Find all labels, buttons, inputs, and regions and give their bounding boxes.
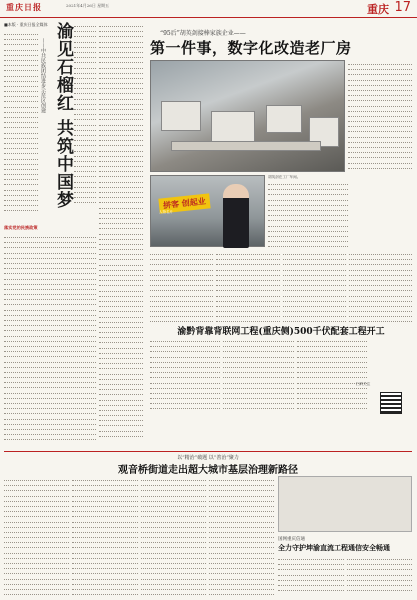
- lower-story-kicker: 以“精治”破题 以“善治”聚力: [177, 455, 239, 461]
- lower-story-title: 观音桥街道走出超大城市基层治理新路径: [118, 465, 298, 476]
- page-number: 17: [394, 0, 411, 15]
- feature-quote-text: [268, 175, 348, 247]
- portrait-photo: [150, 175, 265, 247]
- left-story-side-text: [74, 22, 96, 204]
- feature-badge: 拼客 创起业: [158, 193, 210, 213]
- left-story-subtitle: ——中共民族团结进步示范区创建: [40, 38, 46, 113]
- factory-photo: [150, 60, 345, 172]
- section-divider: [4, 451, 412, 452]
- feature-title: 第一件事，数字化改造老厂房: [150, 39, 352, 57]
- feature-kicker: “95后”胡英剑接棒家族企业——: [160, 30, 246, 37]
- person-figure: [223, 184, 249, 248]
- column-text: [99, 22, 143, 450]
- masthead-logo: 重庆日报: [6, 2, 42, 12]
- masthead-date: 2021年4月26日 星期五: [66, 3, 110, 8]
- mid-story-title: 渝黔背靠背联网工程(重庆侧)500千伏配套工程开工: [177, 327, 385, 337]
- qr-label: 扫码关注: [356, 382, 371, 386]
- masthead: [0, 0, 417, 18]
- lower-story-body: [4, 476, 274, 596]
- section-name: 重庆: [367, 3, 389, 16]
- left-story-kicker: ■本版 · 重庆日报全媒体: [4, 22, 48, 27]
- left-story-intro-text: [4, 30, 38, 212]
- qr-code: [380, 392, 402, 414]
- left-story-body: [4, 222, 96, 441]
- photo-caption: 胡英剑在工厂车间。: [268, 175, 301, 179]
- bottom-right-story: [278, 536, 412, 596]
- feature-side-text: [348, 60, 412, 172]
- left-story-title: 渝见石榴红 共筑中国梦: [53, 22, 73, 209]
- feature-badge-subtitle: 人物名片: [159, 210, 173, 214]
- advert-image: [278, 476, 412, 532]
- mid-story-body: [150, 337, 412, 411]
- bottom-right-title: 全力守护坤渝直流工程通信安全畅通: [278, 543, 390, 552]
- left-story-subhead: 落实党的民族政策: [4, 225, 38, 230]
- feature-body: [150, 250, 412, 322]
- bottom-right-kicker: 国网重庆信通: [278, 537, 305, 542]
- left-story: [4, 22, 96, 450]
